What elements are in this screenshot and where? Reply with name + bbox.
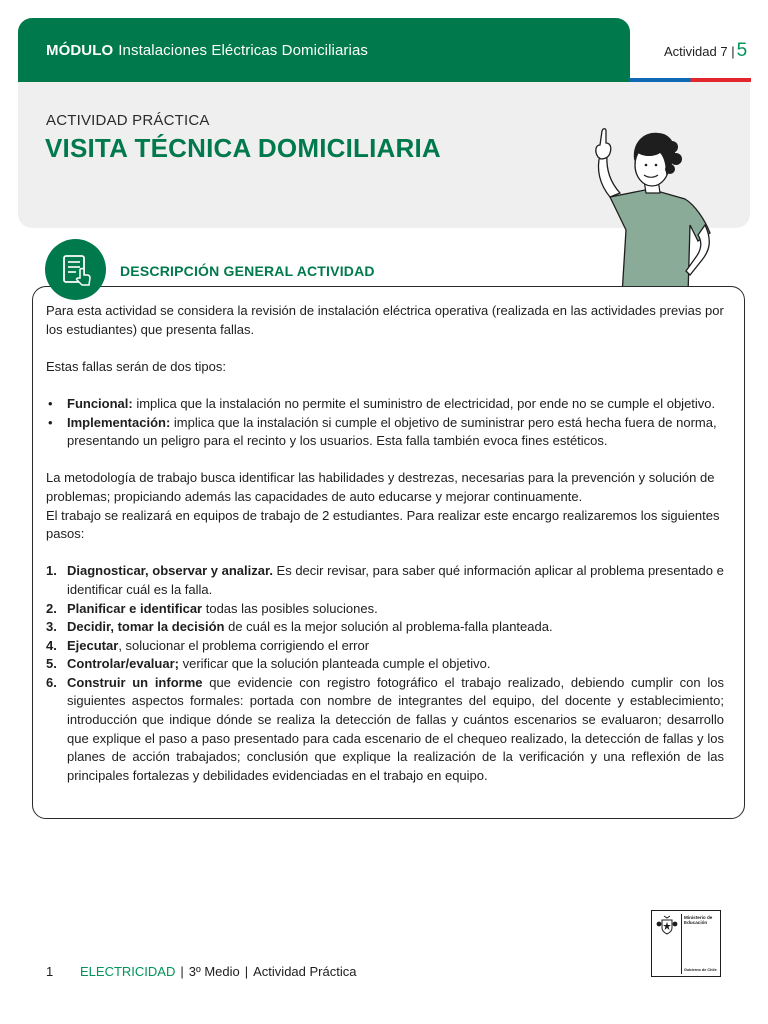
footer-subject: ELECTRICIDAD: [80, 964, 176, 979]
coat-of-arms-icon: [655, 914, 679, 936]
footer-separator: |: [244, 964, 249, 979]
list-item: • Implementación: implica que la instalación si cumple el objetivo de suministrar pero está hecha fuera de norma, presentando un peligro para el recinto y los usuarios. Esta falla también evoca fines estéticos.: [46, 414, 724, 451]
intro-paragraph: Para esta actividad se considera la revisión de instalación eléctrica operativa (realizada en las actividades previas por los estudiantes) que presenta fallas.: [46, 303, 724, 337]
activity-page-tag: [664, 40, 747, 62]
ministry-line-2: Educación: [684, 920, 708, 926]
footer-grade: 3º Medio: [188, 964, 240, 979]
list-item: 2. Planificar e identificar todas las posibles soluciones.: [46, 600, 378, 616]
government-label: Gobierno de Chile: [684, 968, 717, 972]
footer-doc-type: Actividad Práctica: [253, 964, 357, 979]
steps-list: [46, 562, 724, 785]
section-heading: DESCRIPCIÓN GENERAL ACTIVIDAD: [120, 263, 375, 279]
module-name: Instalaciones Eléctricas Domiciliarias: [118, 41, 368, 59]
list-item: 3. Decidir, tomar la decisión de cuál es la mejor solución al problema-falla planteada.: [46, 619, 553, 635]
list-item: 5. Controlar/evaluar; verificar que la solución planteada cumple el objetivo.: [46, 656, 491, 672]
header-page-number: 5: [736, 40, 748, 61]
list-item: • Funcional: implica que la instalación no permite el suministro de electricidad, por ende no se cumple el objetivo.: [46, 395, 724, 414]
fault-types-list: [46, 395, 724, 451]
person-pointing-illustration: [570, 125, 730, 295]
activity-label: Actividad 7 |: [664, 43, 735, 59]
ministry-logo: [651, 910, 721, 977]
teams-paragraph: El trabajo se realizará en equipos de trabajo de 2 estudiantes. Para realizar este encargo realizaremos los siguientes pasos:: [46, 507, 720, 542]
footer-page-number: 1: [46, 964, 54, 979]
list-item: 4. Ejecutar, solucionar el problema corrigiendo el error: [46, 637, 370, 653]
module-header-bar: [18, 18, 630, 82]
activity-description: [46, 302, 724, 785]
document-touch-icon: [45, 239, 106, 300]
list-item: 6. Construir un informe que evidencie con registro fotográfico el trabajo realizado, debiendo cumplir con los siguientes aspectos formales: portada con nombre de integrantes del equipo, del docente y establecimiento; introducción que indique dónde se realiza la detección de fallas y cuántos escenarios se evaluaron; desarrollo que explique el paso a paso presentado para cada escenario de el chequeo realizado, la detección de fallas y los planes de acción trabajados; conclusión que explique la realización de la verificación y una reflexión de las principales fortalezas y debilidades evidenciadas en el trabajo en equipo.: [46, 674, 724, 783]
methodology-paragraph: La metodología de trabajo busca identificar las habilidades y destrezas, necesarias para la prevención y solución de problemas; propiciando además las capacidades de auto educarse y mejorar continuamente.: [46, 470, 715, 504]
page-footer: [46, 964, 361, 979]
list-item: 1. Diagnosticar, observar y analizar. Es decir revisar, para saber qué información aplicar al problema presentado e identificar cuál es la falla.: [46, 563, 724, 597]
ministry-line-1: Ministerio de: [684, 915, 713, 920]
footer-separator: |: [180, 964, 184, 979]
page-title: VISITA TÉCNICA DOMICILIARIA: [45, 133, 441, 163]
activity-kicker: ACTIVIDAD PRÁCTICA: [46, 112, 210, 129]
types-intro: Estas fallas serán de dos tipos:: [46, 358, 226, 374]
module-word: MÓDULO: [46, 41, 114, 59]
